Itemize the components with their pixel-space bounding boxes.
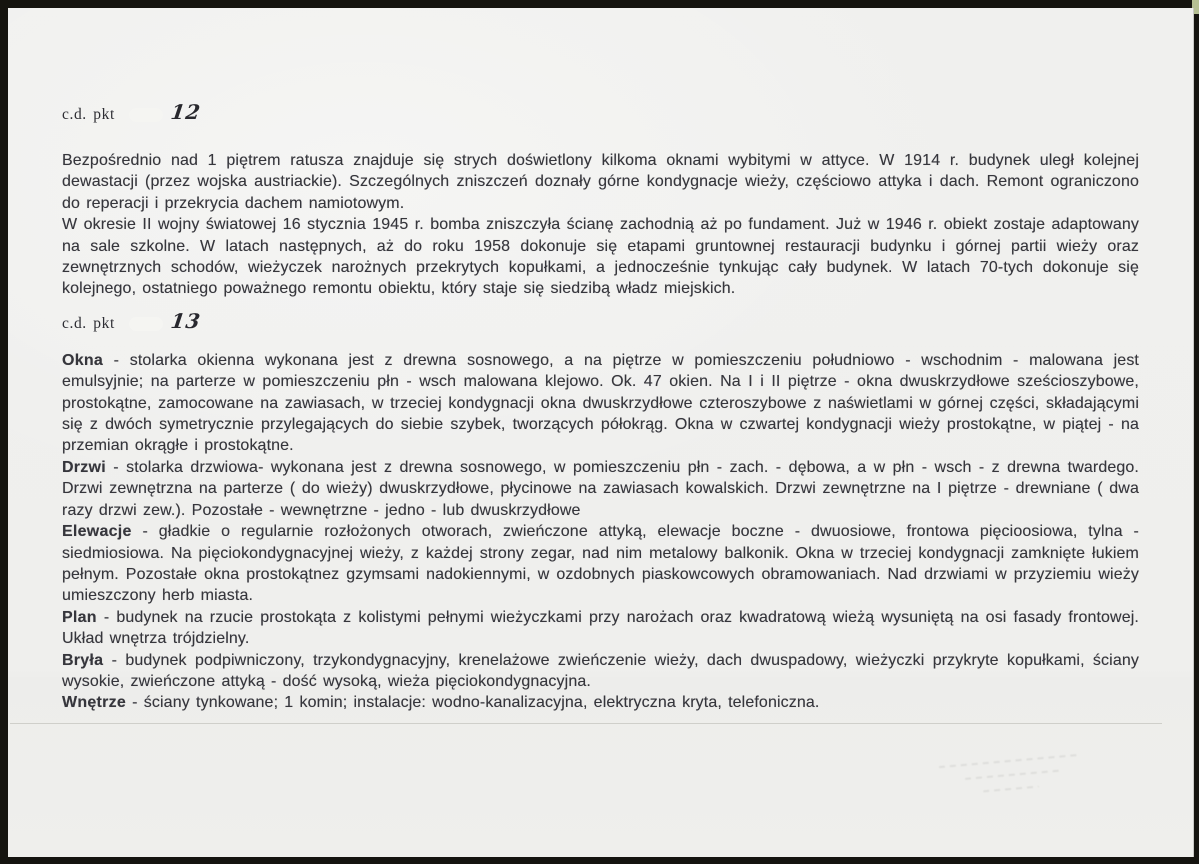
- entry-bryla: [62, 650, 1139, 693]
- heading-label: c.d. pkt: [62, 314, 115, 332]
- entry-drzwi: [62, 457, 1139, 521]
- paragraph-building-history-1: Bezpośrednio nad 1 piętrem ratusza znajduje się strych doświetlony kilkoma oknami wybitymi w attyce. W 1914 r. budynek uległ kolejnej dewastacji (przez wojska austriackie). Szczególnych zniszczeń doznały górne kondygnacje wieży, częściowo attyka i dach. Remont ograniczono do reperacji i przekrycia dachem namiotowym.: [62, 152, 1139, 212]
- entry-plan: [62, 607, 1139, 650]
- heading-label: c.d. pkt: [62, 106, 115, 123]
- correction-patch: [129, 317, 163, 331]
- entry-term: Wnętrze: [62, 694, 126, 712]
- entry-text: - ściany tynkowane; 1 komin; instalacje: wodno-kanalizacyjna, elektryczna kryta, telefoniczna.: [132, 694, 820, 712]
- entry-term: Drzwi: [62, 458, 106, 476]
- handwritten-number: 13: [169, 308, 203, 333]
- entry-elewacje: [62, 521, 1139, 607]
- page-edge-line: [10, 723, 1162, 724]
- continuation-heading-pkt-13: [62, 309, 1139, 333]
- entry-term: Okna: [62, 351, 104, 369]
- entry-text: - stolarka okienna wykonana jest z drewna sosnowego, a na piętrze w pomieszczeniu południowo - wschodnim - malowana jest emulsyjnie; na parterze w pomieszczeniu płn - wsch malowana klejowo. Ok. 47 okien. Na I i II piętrze - okna dwuskrzydłowe sześcioszybowe, prostokątne, zamocowane na zawiasach, w trzeciej kondygnacji okna dwuskrzydłowe czteroszybowe z naświetlami w górnej części, składającymi się z dwóch symetrycznie przylegających do siebie szybek, tworzących półokrąg. Okna w czwartej kondygnacji wieży prostokątne, w piątej - na przemian okrągłe i prostokątne.: [62, 351, 1140, 455]
- entry-wnetrze: [62, 692, 1139, 713]
- entry-text: - budynek podpiwniczony, trzykondygnacyjny, krenelażowe zwieńczenie wieży, dach dwuspadowy, wieżyczki przykryte kopułkami, ściany wysokie, zwieńczone attyką - dość wysoką, wieża pięciokondygnacyjna.: [62, 651, 1139, 690]
- correction-patch: [129, 108, 163, 122]
- entry-text: - gładkie o regularnie rozłożonych otworach, zwieńczone attyką, elewacje boczne - dwuosiowe, frontowa pięcioosiowa, tylna - siedmiosiowa. Na pięciokondygnacyjnej wieży, z każdej strony zegar, nad nim metalowy balkonik. Okna w trzeciej kondygnacji zamknięte łukiem pełnym. Pozostałe okna prostokątnez gzymsami nadokiennymi, w ozdobnych piaskowcowych obramowaniach. Nad drzwiami w przyziemiu wieży umieszczony herb miasta.: [62, 523, 1139, 605]
- entry-okna: [62, 350, 1139, 457]
- continuation-heading-pkt-12: [62, 100, 1139, 124]
- entry-term: Plan: [62, 608, 97, 626]
- document-page: [8, 8, 1194, 857]
- entry-term: Bryła: [62, 651, 104, 669]
- entry-term: Elewacje: [62, 523, 132, 541]
- entry-text: - budynek na rzucie prostokąta z kolistymi pełnymi wieżyczkami przy narożach oraz kwadratową wieżą wysuniętą na osi fasady frontowej. Układ wnętrza trójdzielny.: [62, 608, 1139, 648]
- paragraph-building-history-2: W okresie II wojny światowej 16 stycznia 1945 r. bomba zniszczyła ścianę zachodnią aż po fundament. Już w 1946 r. obiekt zostaje adaptowany na sale szkolne. W latach następnych, aż do roku 1958 dokonuje się etapami gruntownej restauracji budynku i górnej partii wieży oraz zewnętrznych schodów, wieżyczek narożnych przekrytych kopułkami, a jednocześnie tynkując cały budynek. W latach 70-tych dokonuje się kolejnego, ostatniego poważnego remontu obiektu, który staje się siedzibą władz miejskich.: [62, 216, 1139, 298]
- handwritten-number: 12: [169, 100, 203, 124]
- entry-text: - stolarka drzwiowa- wykonana jest z drewna sosnowego, w pomieszczeniu płn - zach. - dębowa, a w płn - wsch - z drewna twardego. Drzwi zewnętrzna na parterze ( do wieży) dwuskrzydłowe, płycinowe na zawiasach kowalskich. Drzwi zewnętrzne na I piętrze - drewniane ( dwa razy drzwi zew.). Pozostałe - wewnętrzne - jedno - lub dwuskrzydłowe: [62, 458, 1139, 519]
